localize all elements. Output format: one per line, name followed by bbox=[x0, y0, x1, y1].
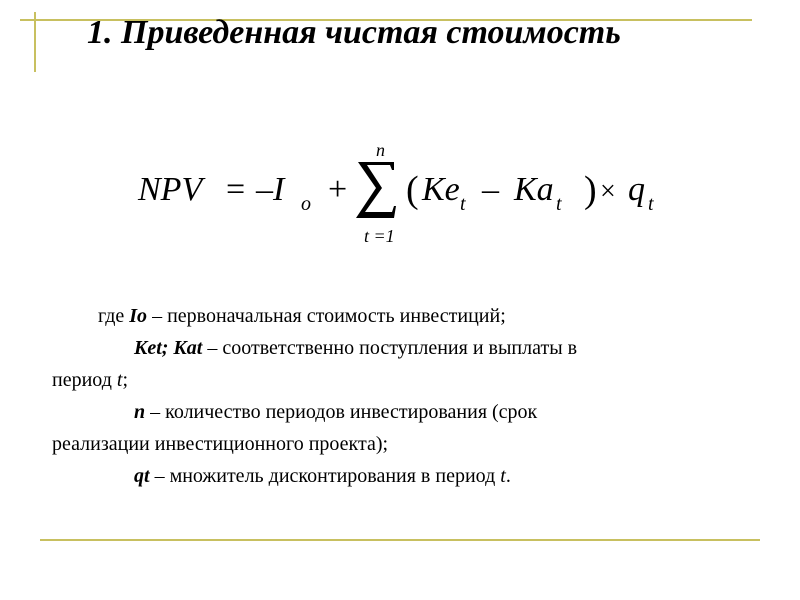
legend-line-io bbox=[52, 300, 742, 332]
legend-line-n bbox=[52, 396, 742, 428]
formula-plus: + bbox=[328, 171, 348, 208]
formula-sub-t1: t bbox=[460, 193, 466, 215]
legend-line-ket-kat bbox=[52, 332, 742, 364]
npv-formula bbox=[138, 140, 678, 250]
formula-svg bbox=[138, 140, 678, 250]
legend-prefix: где bbox=[98, 305, 130, 327]
legend-text-n-cont: реализации инвестиционного проекта); bbox=[52, 433, 389, 455]
formula-minus: – bbox=[482, 171, 499, 208]
legend-text-ket-kat: – соответственно поступления и выплаты в bbox=[202, 337, 578, 359]
legend-var-t2: t bbox=[500, 465, 506, 487]
formula-sub-t2: t bbox=[556, 193, 562, 215]
legend-term-n: n bbox=[134, 401, 146, 423]
legend-term-qt: qt bbox=[134, 465, 150, 487]
formula-sum-bottom: t =1 bbox=[364, 226, 395, 246]
legend-line-ket-kat-cont bbox=[52, 364, 742, 396]
formula-ke: Ke bbox=[422, 171, 460, 208]
formula-npv: NPV bbox=[138, 171, 203, 208]
formula-ka: Ka bbox=[514, 171, 554, 208]
formula-sum-top: n bbox=[376, 140, 385, 160]
formula-equals: = bbox=[226, 171, 246, 208]
legend-line-n-cont bbox=[52, 428, 742, 460]
legend-term-ket-kat: Ket; Kat bbox=[134, 337, 203, 359]
frame-vertical-line bbox=[34, 12, 36, 72]
formula-sub-t3: t bbox=[648, 193, 654, 215]
formula-open-paren: ( bbox=[406, 169, 419, 211]
legend-var-t: t bbox=[116, 369, 123, 391]
formula-sub-o: o bbox=[301, 193, 311, 215]
sigma-symbol bbox=[356, 162, 396, 218]
legend-punct: ; bbox=[122, 369, 129, 391]
legend-text-period: период bbox=[52, 369, 117, 391]
legend-line-qt bbox=[52, 460, 742, 492]
formula-q: q bbox=[628, 171, 645, 208]
legend-text-qt: – множитель дисконтирования в период bbox=[149, 465, 501, 487]
formula-minus-i: –I bbox=[256, 171, 285, 208]
formula-close-paren: ) bbox=[584, 169, 597, 211]
frame-bottom-line bbox=[40, 539, 760, 541]
slide-title: 1. Приведенная чистая стоимость bbox=[87, 14, 621, 51]
legend-term-io: Io bbox=[129, 305, 148, 327]
legend-text-io: – первоначальная стоимость инвестиций; bbox=[147, 305, 506, 327]
variable-legend bbox=[52, 300, 742, 492]
legend-text-n: – количество периодов инвестирования (срок bbox=[145, 401, 538, 423]
formula-times: × bbox=[600, 176, 616, 207]
legend-punct-end: . bbox=[505, 465, 511, 487]
